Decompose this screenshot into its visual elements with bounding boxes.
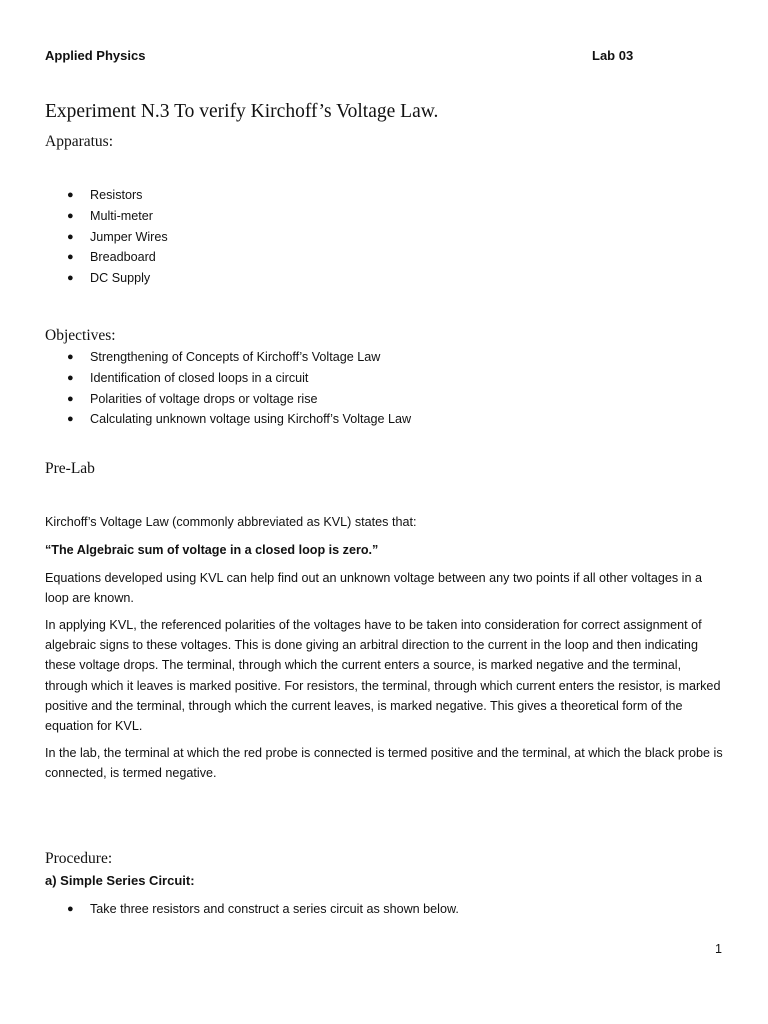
apparatus-list bbox=[45, 185, 168, 289]
bullet-icon: ● bbox=[67, 272, 74, 285]
procedure-subheading: a) Simple Series Circuit: bbox=[45, 873, 195, 888]
list-item bbox=[45, 268, 168, 289]
bullet-icon: ● bbox=[67, 903, 74, 915]
bullet-icon: ● bbox=[67, 189, 74, 201]
kvl-statement: “The Algebraic sum of voltage in a closed loop is zero.” bbox=[45, 543, 379, 557]
list-item bbox=[45, 389, 411, 410]
prelab-paragraph-2: In applying KVL, the referenced polarities of the voltages have to be taken into consideration for correct assignment of algebraic signs to these voltages. This is done giving an arbitral direction to the current in the loop and then indicating these voltage drops. The terminal, through which the current enters a source, is marked negative and the terminal, through which it leaves is marked positive. For resistors, the terminal, through which current enters the resistor, is marked positive and the terminal, through which the current leaves, is marked negative. This gives a theoretical form of the equation for KVL. bbox=[45, 618, 721, 734]
list-item bbox=[45, 185, 168, 206]
procedure-heading: Procedure: bbox=[45, 850, 113, 867]
list-item bbox=[45, 227, 168, 248]
list-item bbox=[45, 899, 459, 920]
list-item-text: Strengthening of Concepts of Kirchoff’s Voltage Law bbox=[90, 350, 381, 364]
list-item-text: Polarities of voltage drops or voltage rise bbox=[90, 391, 318, 406]
procedure-list bbox=[45, 899, 459, 920]
list-item-text: DC Supply bbox=[90, 271, 151, 286]
bullet-icon: ● bbox=[67, 371, 74, 384]
bullet-icon: ● bbox=[67, 230, 74, 243]
list-item bbox=[45, 206, 168, 227]
prelab-intro: Kirchoff’s Voltage Law (commonly abbreviated as KVL) states that: bbox=[45, 515, 417, 529]
objectives-list bbox=[45, 347, 411, 430]
list-item-text: Calculating unknown voltage using Kirchoff’s Voltage Law bbox=[90, 412, 412, 427]
list-item-text: Jumper Wires bbox=[90, 229, 168, 244]
apparatus-heading: Apparatus: bbox=[45, 133, 114, 150]
bullet-icon: ● bbox=[67, 209, 74, 222]
list-item bbox=[45, 409, 411, 430]
page-number: 1 bbox=[714, 942, 722, 956]
bullet-icon: ● bbox=[67, 413, 74, 426]
list-item-text: Breadboard bbox=[90, 250, 156, 265]
list-item-text: Take three resistors and construct a series circuit as shown below. bbox=[90, 902, 459, 916]
list-item bbox=[45, 247, 168, 268]
prelab-paragraph-3: In the lab, the terminal at which the red probe is connected is termed positive and the terminal, at which the black probe is connected, is termed negative. bbox=[45, 746, 723, 781]
header-lab-number: Lab 03 bbox=[592, 48, 634, 63]
bullet-icon: ● bbox=[67, 392, 74, 405]
list-item bbox=[45, 347, 411, 368]
header-course: Applied Physics bbox=[45, 48, 146, 63]
list-item-text: Multi-meter bbox=[90, 208, 153, 223]
objectives-heading: Objectives: bbox=[45, 327, 116, 344]
list-item-text: Resistors bbox=[90, 188, 143, 202]
prelab-heading: Pre-Lab bbox=[45, 460, 95, 477]
bullet-icon: ● bbox=[67, 251, 74, 264]
list-item bbox=[45, 368, 411, 389]
prelab-paragraph-1: Equations developed using KVL can help find out an unknown voltage between any two points if all other voltages in a loop are known. bbox=[45, 571, 702, 606]
list-item-text: Identification of closed loops in a circuit bbox=[90, 370, 309, 385]
bullet-icon: ● bbox=[67, 351, 74, 363]
document-title: Experiment N.3 To verify Kirchoff’s Voltage Law. bbox=[45, 101, 439, 122]
